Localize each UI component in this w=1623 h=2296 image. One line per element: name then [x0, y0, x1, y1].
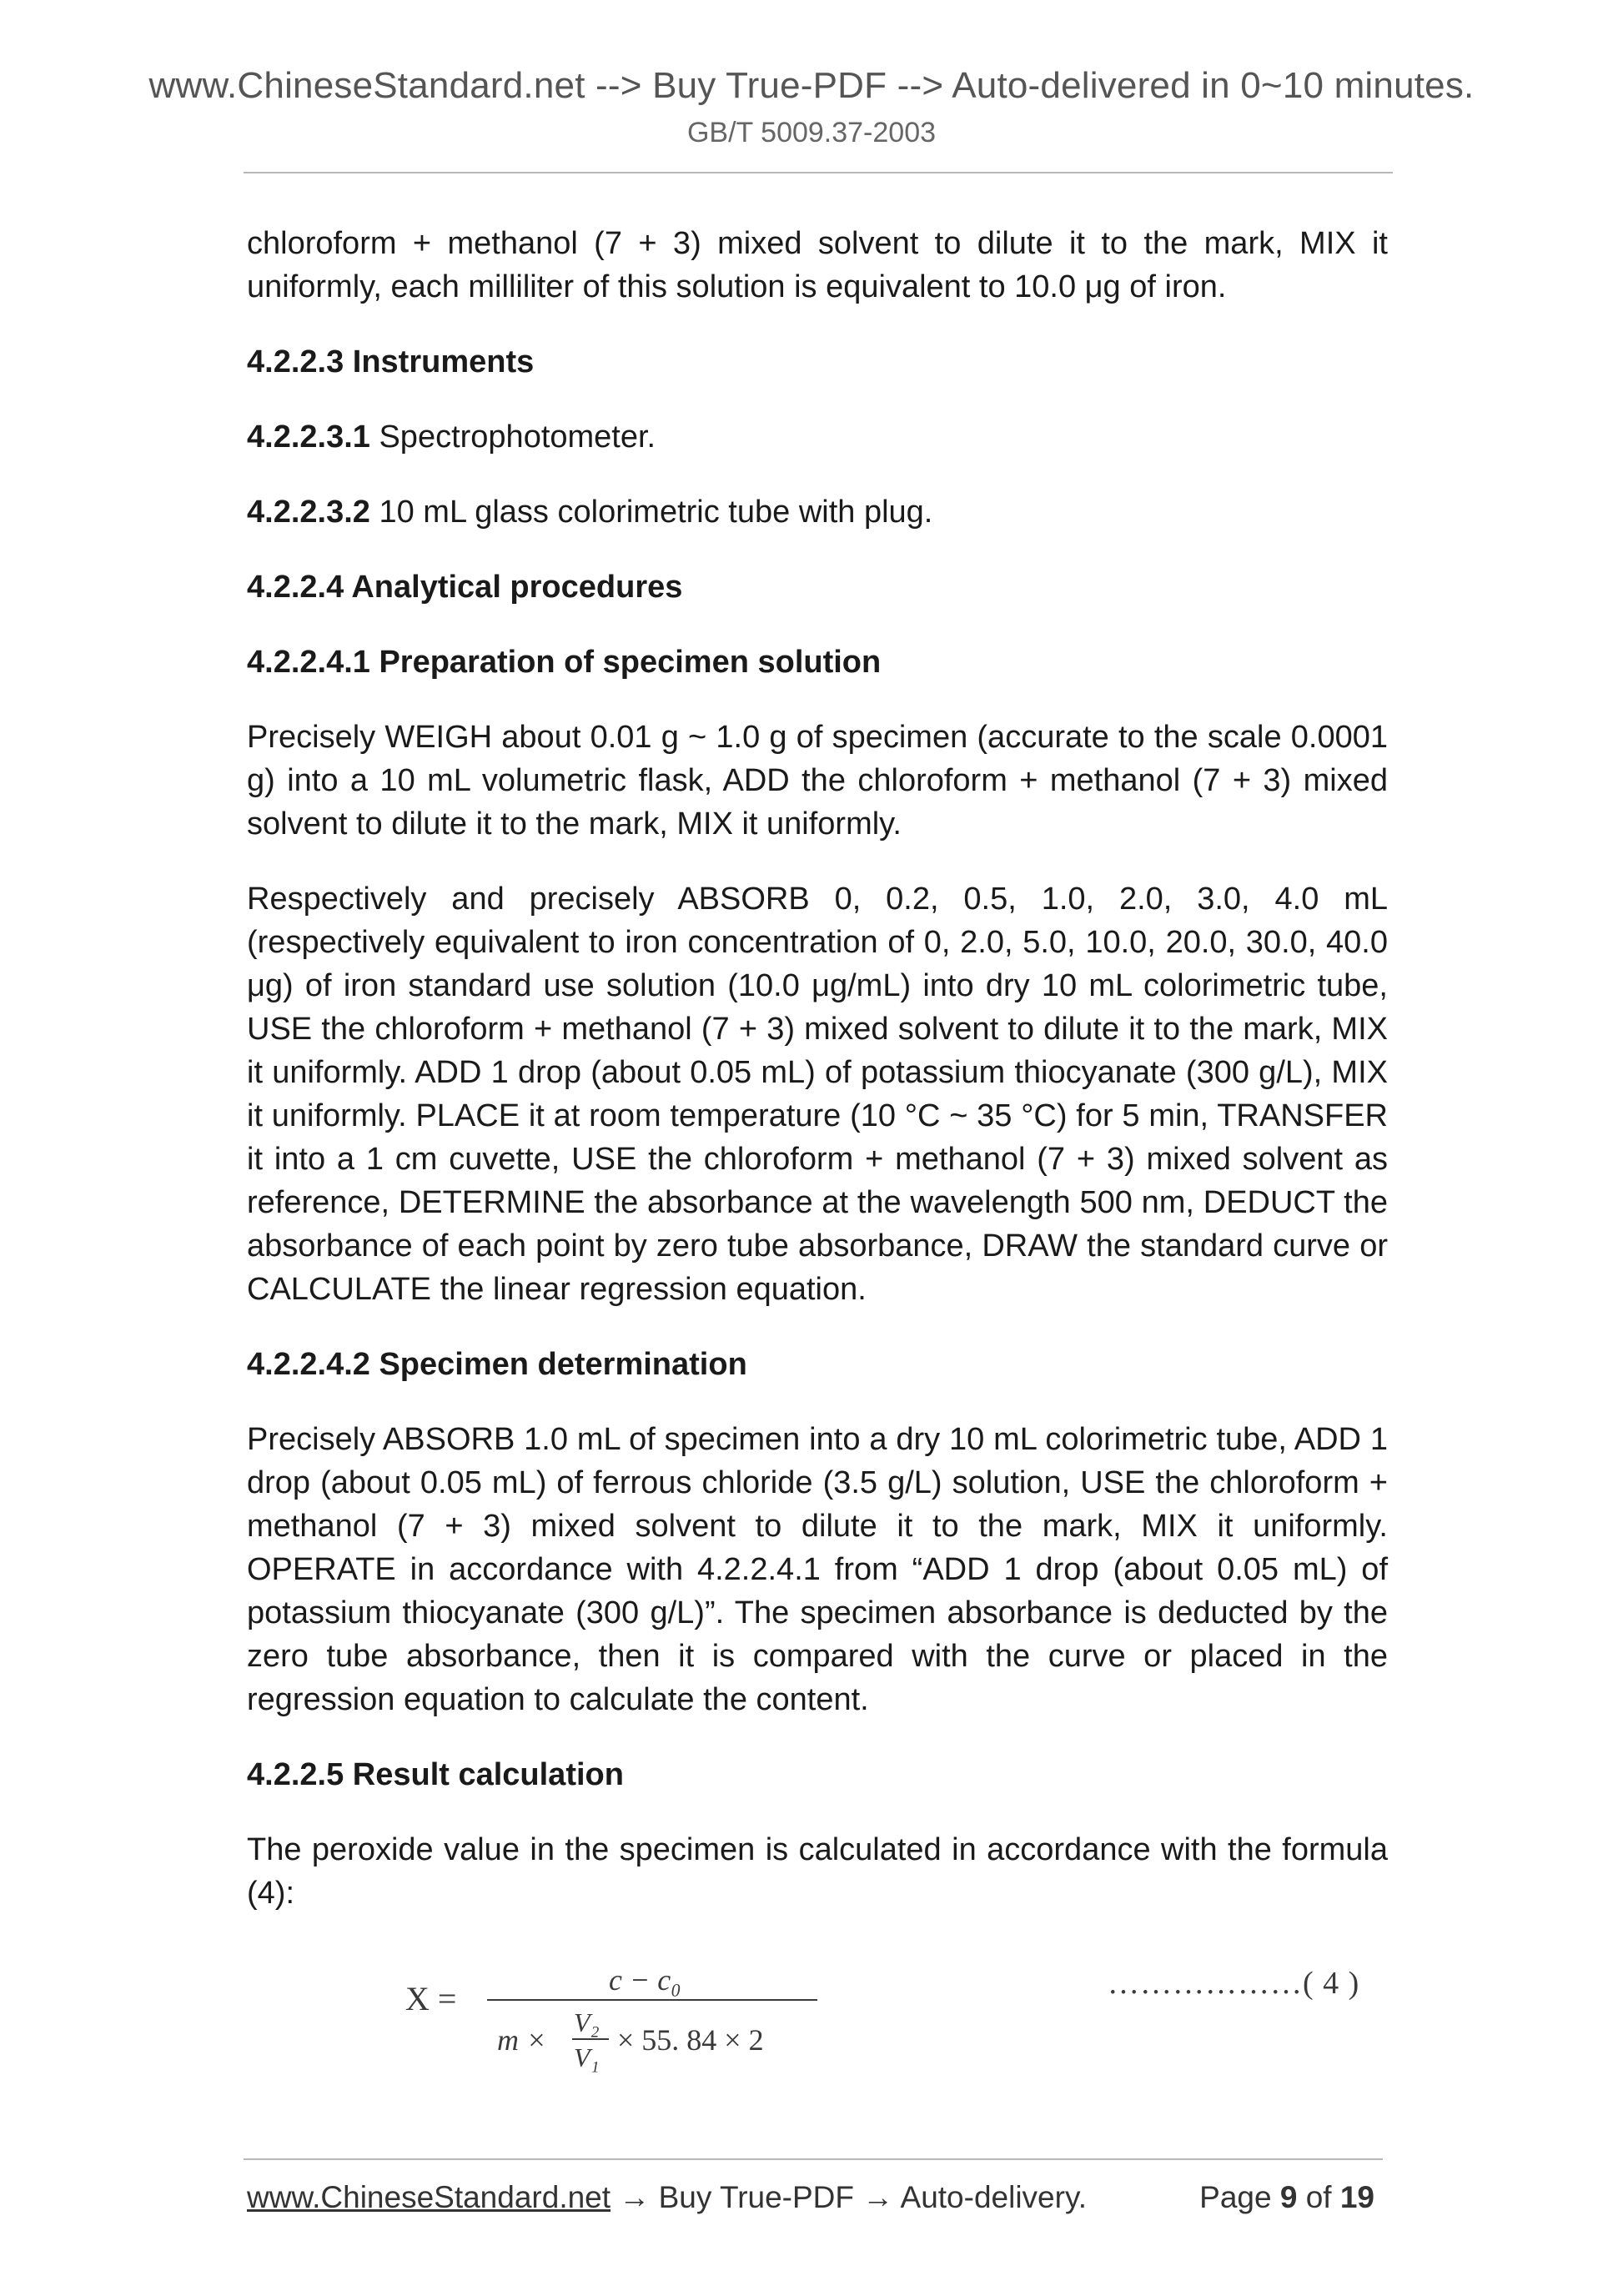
header-banner: www.ChineseStandard.net --> Buy True-PDF --> Auto-delivered in 0~10 minutes.: [148, 65, 1475, 106]
header-divider: [244, 172, 1393, 173]
preparation-paragraph-1: Precisely WEIGH about 0.01 g ~ 1.0 g of specimen (accurate to the scale 0.0001 g) into a 10 mL volumetric flask, ADD the chloroform + methanol (7 + 3) mixed solvent to dilute it to the mark, MIX it uniformly.: [247, 720, 1388, 842]
footer-divider: [244, 2158, 1383, 2160]
instrument-item-2-text: 10 mL glass colorimetric tube with plug.: [369, 495, 933, 530]
formula-numerator: c − c₀: [609, 1963, 681, 1997]
page-total: 19: [1339, 2180, 1374, 2214]
heading-preparation: 4.2.2.4.1 Preparation of specimen solution: [247, 645, 882, 680]
instrument-item-1-number: 4.2.2.3.1: [247, 420, 370, 455]
heading-instruments: 4.2.2.3 Instruments: [247, 344, 535, 379]
formula-number: ………………( 4 ): [1108, 1966, 1360, 2001]
footer-site-link[interactable]: www.ChineseStandard.net: [247, 2180, 611, 2214]
formula-v1: V₁: [574, 2042, 600, 2072]
instrument-item-1: [247, 415, 1388, 459]
formula-v2: V₂: [574, 2007, 600, 2037]
standard-code: GB/T 5009.37-2003: [686, 117, 937, 148]
result-paragraph: The peroxide value in the specimen is calculated in accordance with the formula (4):: [247, 1832, 1388, 1911]
document-body: [247, 222, 1388, 1947]
heading-specimen-determination: 4.2.2.4.2 Specimen determination: [247, 1347, 747, 1382]
instrument-item-2: [247, 490, 1388, 534]
page-current: 9: [1279, 2180, 1298, 2214]
instrument-item-1-text: Spectrophotometer.: [369, 420, 656, 455]
page-footer: [247, 2180, 1378, 2230]
formula-lhs: X =: [405, 1980, 457, 2017]
page-indicator: [1199, 2180, 1374, 2215]
page-prefix: Page: [1199, 2180, 1280, 2214]
footer-tagline: → Buy True-PDF → Auto-delivery.: [611, 2180, 1087, 2214]
page-separator: of: [1297, 2180, 1340, 2214]
formula-constant-term: × 55. 84 × 2: [617, 2023, 764, 2057]
formula-graphic: [405, 1958, 922, 2075]
formula-mass-term: m ×: [497, 2023, 547, 2057]
intro-paragraph: chloroform + methanol (7 + 3) mixed solvent to dilute it to the mark, MIX it uniformly, each milliliter of this solution is equivalent to 10.0 μg of iron.: [247, 226, 1388, 304]
instrument-item-2-number: 4.2.2.3.2: [247, 495, 370, 530]
preparation-paragraph-2: Respectively and precisely ABSORB 0, 0.2, 0.5, 1.0, 2.0, 3.0, 4.0 mL (respectively equivalent to iron concentration of 0, 2.0, 5.0, 10.0, 20.0, 30.0, 40.0 μg) of iron standard use solution (10.0 μg/mL) into dry 10 mL colorimetric tube, USE the chloroform + methanol (7 + 3) mixed solvent to dilute it to the mark, MIX it uniformly. ADD 1 drop (about 0.05 mL) of potassium thiocyanate (300 g/L), MIX it uniformly. PLACE it at room temperature (10 °C ~ 35 °C) for 5 min, TRANSFER it into a 1 cm cuvette, USE the chloroform + methanol (7 + 3) mixed solvent as reference, DETERMINE the absorbance at the wavelength 500 nm, DEDUCT the absorbance of each point by zero tube absorbance, DRAW the standard curve or CALCULATE the linear regression equation.: [247, 882, 1388, 1307]
heading-result-calculation: 4.2.2.5 Result calculation: [247, 1757, 624, 1792]
determination-paragraph: Precisely ABSORB 1.0 mL of specimen into a dry 10 mL colorimetric tube, ADD 1 drop (about 0.05 mL) of ferrous chloride (3.5 g/L) solution, USE the chloroform + methanol (7 + 3) mixed solvent to dilute it to the mark, MIX it uniformly. OPERATE in accordance with 4.2.2.4.1 from “ADD 1 drop (about 0.05 mL) of potassium thiocyanate (300 g/L)”. The specimen absorbance is deducted by the zero tube absorbance, then it is compared with the curve or placed in the regression equation to calculate the content.: [247, 1422, 1388, 1717]
heading-analytical-procedures: 4.2.2.4 Analytical procedures: [247, 570, 683, 605]
footer-left: [247, 2180, 1087, 2215]
